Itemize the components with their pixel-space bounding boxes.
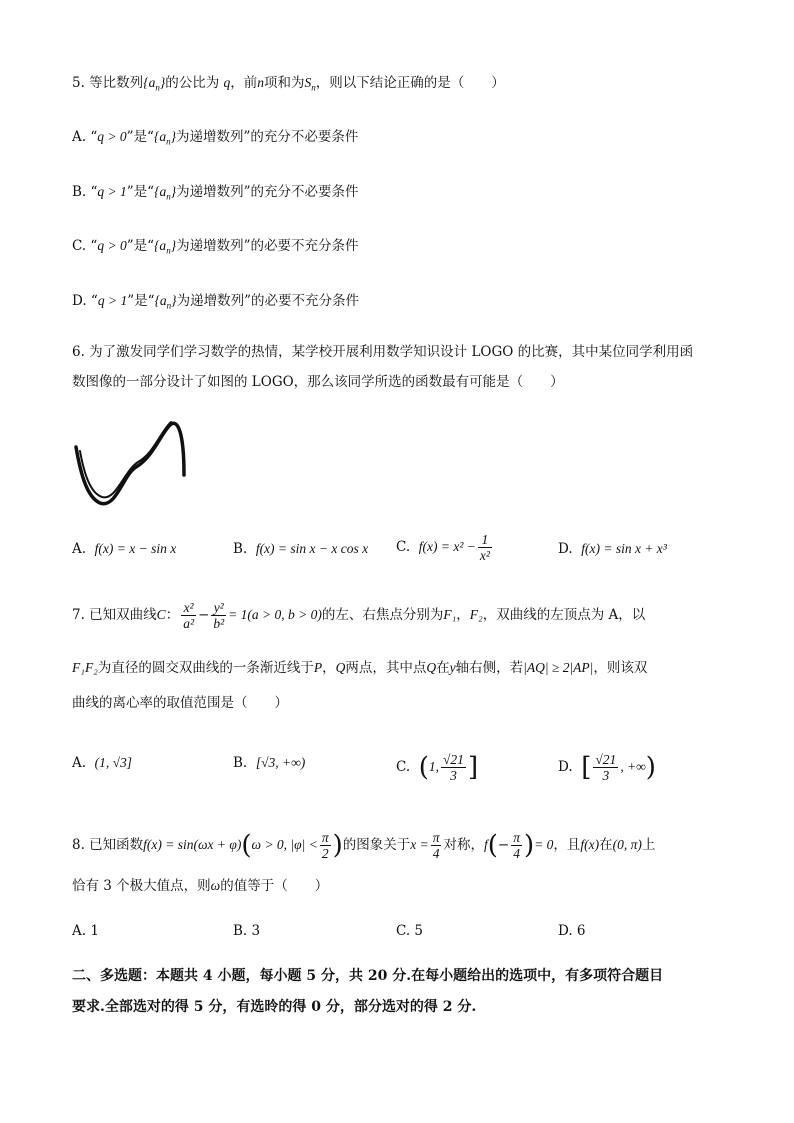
q8-rparen2: ): [523, 830, 535, 861]
q8-fx: f(x): [580, 837, 600, 852]
q7-frac-x: [181, 600, 196, 631]
q5-opt-tail: 为递增数列”的充分不必要条件: [176, 184, 359, 200]
q7-opt-a-expr: (1, √3]: [94, 755, 133, 770]
q5-opt-mid: ”是“: [126, 184, 155, 200]
q7-curve-name: C: [156, 607, 166, 622]
q7-opt-c-lparen: (: [418, 752, 429, 783]
q7-opt-c-pre: 1,: [428, 759, 440, 774]
q6-stem-line2: 数图像的一部分设计了如图的 LOGO，那么该同学所选的函数最有可能是（ ）: [72, 374, 564, 390]
q8-omega: ω: [210, 878, 221, 893]
q5-opt-seq-sub: n: [166, 245, 171, 256]
q5-opt-cond: q > 0: [97, 129, 127, 144]
q7-eq: = 1(a > 0, b > 0): [228, 607, 322, 622]
q5-opt-tail: 为递增数列”的充分不必要条件: [175, 129, 359, 145]
q5-opt-label: A. “: [72, 129, 98, 145]
q5-S-sub: n: [311, 82, 316, 93]
q5-opt-seq: [153, 129, 176, 147]
q8-option-c: C. 5: [396, 923, 424, 939]
q6-opt-c-num: 1: [478, 532, 492, 548]
q8-text: 上: [641, 837, 656, 853]
q7-opt-d-den: 3: [602, 768, 610, 783]
q6-opt-b-expr: f(x) = sin x − x cos x: [255, 541, 369, 556]
q7-stem-line1: [72, 600, 645, 631]
q7-stem-line2: [72, 658, 647, 678]
q8-x-eq: x =: [410, 837, 429, 852]
q8-text: 恰有 3 个极大值点，则: [72, 878, 211, 894]
q5-opt-cond: q > 0: [97, 238, 127, 253]
q8-four: 4: [513, 846, 520, 861]
q7-option-d: [558, 752, 656, 783]
q5-opt-seq-close: }: [171, 293, 177, 308]
q5-opt-label: C. “: [72, 238, 98, 254]
q7-option-c: [396, 752, 478, 783]
q6-opt-d-label: D.: [558, 541, 573, 557]
q5-opt-seq-a: {a: [154, 238, 167, 253]
q5-seq-sub: n: [155, 82, 160, 93]
q6-option-c: [396, 532, 494, 563]
q7-stem-line3: 曲线的离心率的取值范围是（ ）: [72, 695, 288, 711]
q7-opt-d-frac: [593, 752, 618, 783]
q7-opt-a-label: A.: [72, 755, 87, 771]
q7-option-a: [72, 753, 132, 773]
q5-opt-cond: q > 1: [97, 293, 128, 308]
q5-var-n: n: [257, 75, 265, 90]
q5-text-b: 的公比为: [165, 75, 220, 91]
q5-opt-seq-a: {a: [154, 184, 167, 199]
q5-opt-seq-a: {a: [153, 129, 167, 144]
q5-opt-label: B. “: [72, 184, 98, 200]
q7-opt-c-num: √21: [443, 752, 464, 767]
q7-opt-b-expr: [√3, +∞): [255, 755, 306, 770]
q8-text: 在: [599, 837, 613, 853]
q7-frac-x-den: a²: [183, 616, 194, 631]
q7-text: 为直径的圆交双曲线的一条渐近线于: [97, 660, 314, 676]
q8-f: f: [483, 837, 488, 852]
q6-opt-c-expr: f(x) = x² −: [418, 539, 476, 554]
q8-text: ，且: [553, 837, 581, 853]
q8-option-d: D. 6: [558, 923, 586, 939]
q7-F1F2: F₁F₂: [72, 660, 98, 675]
logo-curve-figure: [68, 415, 192, 510]
q7-option-b: [233, 753, 305, 773]
q5-opt-mid: ”是“: [127, 293, 155, 309]
q5-opt-mid: ”是“: [126, 129, 154, 145]
q8-frac-pi-4: [431, 830, 442, 861]
q6-option-d: [558, 539, 667, 559]
q5-option-d: [72, 291, 359, 316]
q5-S: [304, 75, 316, 93]
q7-text: ，则该双: [593, 660, 648, 676]
q5-opt-seq-sub: n: [166, 191, 171, 202]
q6-opt-c-label: C.: [396, 539, 411, 555]
q6-option-a: [72, 539, 176, 559]
q8-cond: ω > 0, |φ| <: [251, 837, 318, 852]
q7-comma: ，: [322, 660, 336, 676]
q5-text-c: ，前: [230, 75, 258, 91]
q7-text: 在: [436, 660, 450, 676]
q7-opt-d-label: D.: [558, 759, 573, 775]
q7-opt-d-rparen: ): [645, 752, 656, 783]
q5-S-letter: S: [304, 75, 312, 90]
q6-opt-a-expr: f(x) = x − sin x: [94, 541, 177, 556]
q7-colon: ：: [165, 607, 180, 623]
q7-text: 的左、右焦点分别为: [321, 607, 444, 623]
q8-stem-line1: [72, 830, 655, 861]
q7-frac-y-den: b²: [213, 616, 225, 631]
q8-pi: π: [432, 830, 440, 845]
q5-text-e: ，则以下结论正确的是（ ）: [315, 75, 505, 91]
q8-four: 4: [432, 846, 440, 861]
q7-condition: |AQ| ≥ 2|AP|: [523, 660, 594, 675]
q5-text-d: 项和为: [264, 75, 305, 91]
q7-opt-d-post: , +∞: [620, 759, 646, 774]
q8-text: 8. 已知函数: [72, 837, 144, 853]
q6-opt-c-frac: [478, 532, 492, 563]
q5-opt-seq-close: }: [170, 184, 177, 199]
q7-text: ，双曲线的左顶点为 A，以: [482, 607, 646, 623]
section2-line2: 要求.全部选对的得 5 分，有选昤的得 0 分，部分选对的得 2 分.: [72, 999, 477, 1015]
q5-opt-cond: q > 1: [97, 184, 127, 199]
q5-option-a: [72, 127, 358, 152]
q8-two: 2: [321, 846, 329, 861]
logo-curve-outer: [76, 423, 184, 503]
q7-opt-c-label: C.: [396, 759, 411, 775]
q5-opt-seq-close: }: [170, 238, 177, 253]
q8-frac-pi-4b: [511, 830, 522, 861]
q7-F2: F₂: [469, 607, 483, 622]
q7-y: y: [449, 660, 456, 675]
q5-opt-seq-a: {a: [154, 293, 167, 308]
q7-text: 7. 已知双曲线: [72, 607, 157, 623]
q6-opt-a-label: A.: [72, 541, 87, 557]
q8-lparen: (: [241, 830, 252, 861]
q6-opt-b-label: B.: [233, 541, 248, 557]
q7-comma: ，: [456, 607, 470, 623]
q8-lparen2: (: [487, 830, 498, 861]
q7-opt-c-den: 3: [450, 768, 457, 783]
q8-text: 对称，: [443, 837, 484, 853]
q6-stem-line1: 6. 为了激发同学们学习数学的热情，某学校开展利用数学知识设计 LOGO 的比赛，其中某位同学利用函: [72, 344, 694, 360]
q5-option-c: [72, 236, 359, 261]
section2-line1: 二、多选题：本题共 4 小题，每小题 5 分，共 20 分.在每小题给出的选项中，有多项符合题目: [72, 968, 664, 984]
q7-Q: Q: [335, 660, 346, 675]
q8-frac-pi-2: [320, 830, 331, 861]
q7-text: 轴右侧，若: [455, 660, 524, 676]
q5-var-q: q: [223, 75, 231, 90]
q5-seq-close: }: [159, 75, 166, 90]
q5-opt-seq-sub: n: [166, 136, 171, 147]
q7-opt-d-num: √21: [595, 752, 617, 767]
q8-eq-zero: = 0: [534, 837, 554, 852]
q5-seq: [143, 75, 166, 93]
q7-opt-b-label: B.: [233, 755, 248, 771]
q7-opt-d-lbracket: [: [581, 752, 592, 783]
q7-opt-c-rbracket: ]: [467, 752, 479, 783]
q5-option-b: [72, 182, 359, 207]
q5-text-a: 5. 等比数列: [72, 75, 144, 91]
q8-rparen: ): [332, 830, 343, 861]
q7-Q: Q: [426, 660, 437, 675]
q8-text: 的值等于（ ）: [220, 878, 329, 894]
q5-opt-seq: [154, 293, 177, 311]
q8-text: 的图象关于: [342, 837, 411, 853]
q8-pi: π: [513, 830, 520, 845]
q5-opt-seq-close: }: [170, 129, 176, 144]
q8-option-a: A. 1: [72, 923, 99, 939]
q6-opt-c-den: x²: [479, 548, 490, 563]
q5-stem: [72, 73, 505, 98]
q8-minus: −: [497, 837, 510, 853]
q8-stem-line2: [72, 876, 328, 896]
q7-frac-x-num: x²: [181, 600, 196, 616]
q7-frac-y: [211, 600, 226, 631]
q7-P: P: [313, 660, 323, 675]
logo-curve-inner: [80, 422, 171, 497]
q5-opt-tail: 为递增数列”的必要不充分条件: [176, 238, 359, 254]
q8-func: f(x) = sin(ωx + φ): [143, 837, 242, 852]
q5-opt-label: D. “: [72, 293, 98, 309]
q5-opt-tail: 为递增数列”的必要不充分条件: [176, 293, 359, 309]
q7-F1: F₁: [443, 607, 457, 622]
q5-opt-seq: [154, 238, 177, 256]
q6-opt-d-expr: f(x) = sin x + x³: [581, 541, 667, 556]
q8-option-b: B. 3: [233, 923, 261, 939]
q5-opt-mid: ”是“: [126, 238, 155, 254]
q5-seq-a: {a: [143, 75, 156, 90]
q7-opt-c-frac: [441, 752, 466, 783]
q5-opt-seq-sub: n: [166, 300, 172, 311]
q6-option-b: [233, 539, 368, 559]
q7-minus: −: [198, 607, 210, 623]
q5-opt-seq: [154, 184, 177, 202]
q7-text: 两点，其中点: [345, 660, 427, 676]
q8-interval: (0, π): [612, 837, 642, 852]
q7-frac-y-num: y²: [211, 600, 226, 616]
q8-pi: π: [321, 830, 329, 845]
